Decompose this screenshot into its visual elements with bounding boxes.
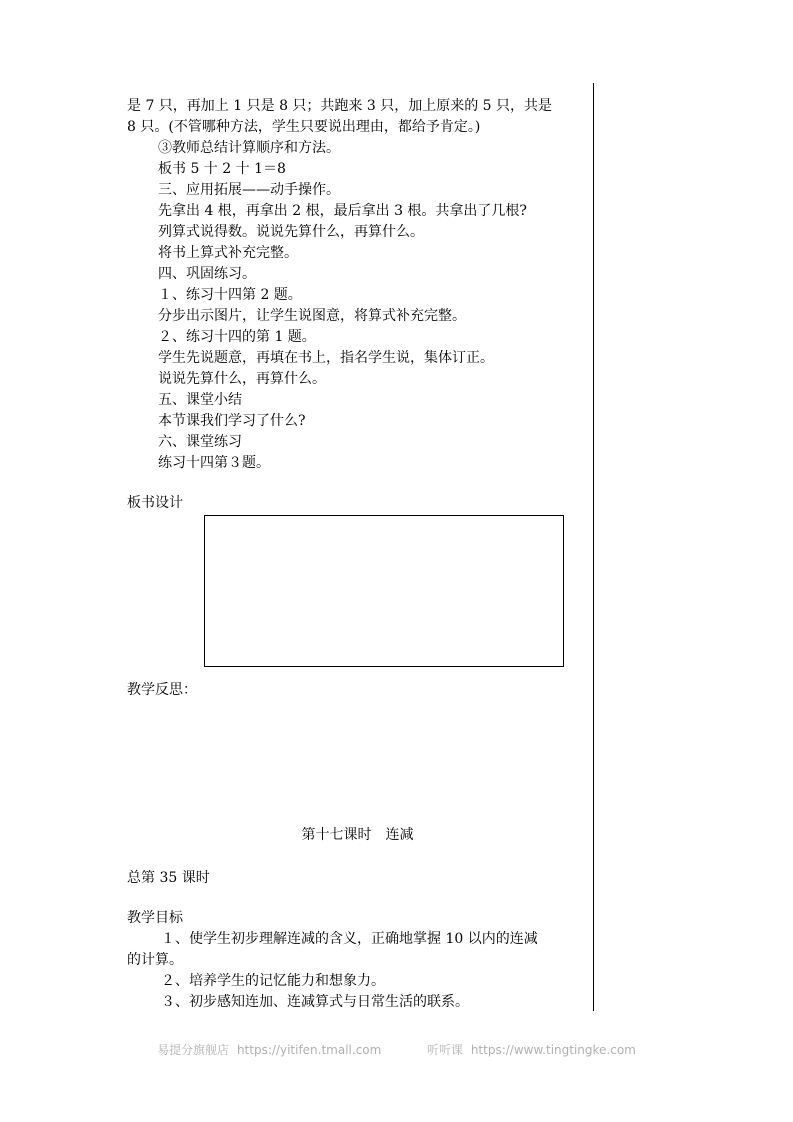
board-design-box <box>204 515 564 667</box>
text-line: 分步出示图片，让学生说图意，将算式补充完整。 <box>158 308 466 324</box>
page-footer <box>0 1041 793 1058</box>
footer-site-url[interactable]: https://www.tingtingke.com <box>470 1043 636 1057</box>
text-line: 说说先算什么，再算什么。 <box>158 371 326 387</box>
text-line: 将书上算式补充完整。 <box>158 245 298 261</box>
goals-label: 教学目标 <box>127 910 183 926</box>
text-line: １、练习十四第 2 题。 <box>158 287 302 303</box>
footer-site-name: 听听课 <box>426 1043 463 1057</box>
footer-store-url[interactable]: https://yitifen.tmall.com <box>236 1043 382 1057</box>
section-heading: 三、应用拓展——动手操作。 <box>158 182 340 198</box>
lesson-total: 总第 35 课时 <box>127 870 210 886</box>
text-line: 先拿出 4 根，再拿出 2 根，最后拿出 3 根。共拿出了几根? <box>158 203 527 219</box>
text-line: 本节课我们学习了什么? <box>158 413 306 429</box>
text-line: ２、练习十四的第 1 题。 <box>158 329 316 345</box>
text-line: ③教师总结计算顺序和方法。 <box>158 140 340 156</box>
section-heading: 四、巩固练习。 <box>158 266 256 282</box>
goal-item: １、使学生初步理解连减的含义，正确地掌握 10 以内的连减 <box>161 931 538 947</box>
goal-item: ３、初步感知连加、连减算式与日常生活的联系。 <box>161 994 469 1010</box>
reflection-label: 教学反思： <box>127 682 197 698</box>
text-line: 练习十四第３题。 <box>158 455 270 471</box>
section-heading: 六、课堂练习 <box>158 434 242 450</box>
text-line: 学生先说题意，再填在书上，指名学生说，集体订正。 <box>158 350 494 366</box>
goal-item-continued: 的计算。 <box>127 952 183 968</box>
section-heading: 五、课堂小结 <box>158 392 242 408</box>
text-line: 8 只。(不管哪种方法，学生只要说出理由，都给予肯定。) <box>127 119 481 135</box>
lesson-title: 第十七课时 连减 <box>301 827 414 843</box>
footer-store-name: 易提分旗舰店 <box>157 1043 230 1057</box>
text-line: 列算式说得数。说说先算什么，再算什么。 <box>158 224 424 240</box>
text-line: 板书 5 十 2 十 1＝8 <box>158 161 286 177</box>
goal-item: ２、培养学生的记忆能力和想象力。 <box>161 973 385 989</box>
page-right-border <box>593 83 594 1011</box>
board-design-label: 板书设计 <box>127 495 183 511</box>
text-line: 是 7 只，再加上 1 只是 8 只；共跑来 3 只，加上原来的 5 只，共是 <box>127 98 553 114</box>
